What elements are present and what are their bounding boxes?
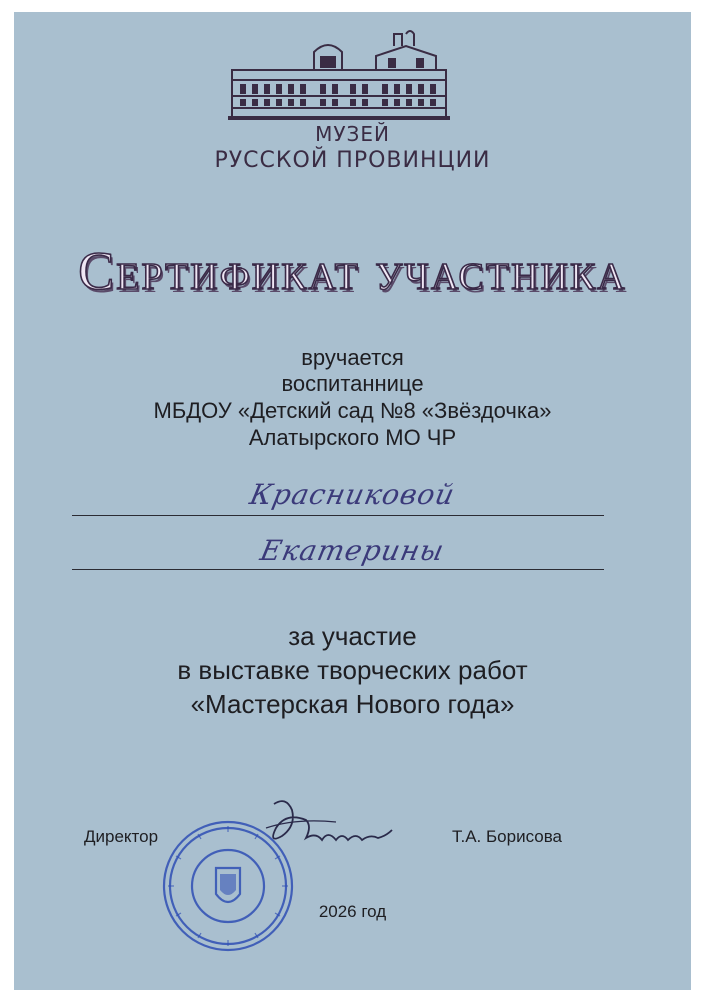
museum-building-icon xyxy=(228,30,450,122)
certificate-title: Сертификат участника xyxy=(78,241,627,301)
exhibition-name: «Мастерская Нового года» xyxy=(190,689,515,719)
awarded-text: вручается xyxy=(301,345,404,370)
recipient-given-name: Екатерины xyxy=(257,534,448,567)
region-name: Алатырского МО ЧР xyxy=(248,425,457,450)
reason-line-1: за участие xyxy=(288,621,417,651)
certificate-year: 2026 год xyxy=(318,902,387,921)
recipient-surname: Красниковой xyxy=(246,478,459,511)
organization-name: МБДОУ «Детский сад №8 «Звёздочка» xyxy=(153,398,552,423)
recipient-role: воспитаннице xyxy=(281,371,424,396)
signature-icon xyxy=(246,792,396,872)
given-name-underline xyxy=(72,569,604,570)
director-name: Т.А. Борисова xyxy=(452,827,563,846)
certificate-sheet xyxy=(14,12,691,990)
museum-name-line2: РУССКОЙ ПРОВИНЦИИ xyxy=(214,148,491,173)
reason-line-2: в выставке творческих работ xyxy=(177,655,528,685)
director-title: Директор xyxy=(84,827,159,846)
museum-name-line1: МУЗЕЙ xyxy=(315,122,390,146)
surname-underline xyxy=(72,515,604,516)
